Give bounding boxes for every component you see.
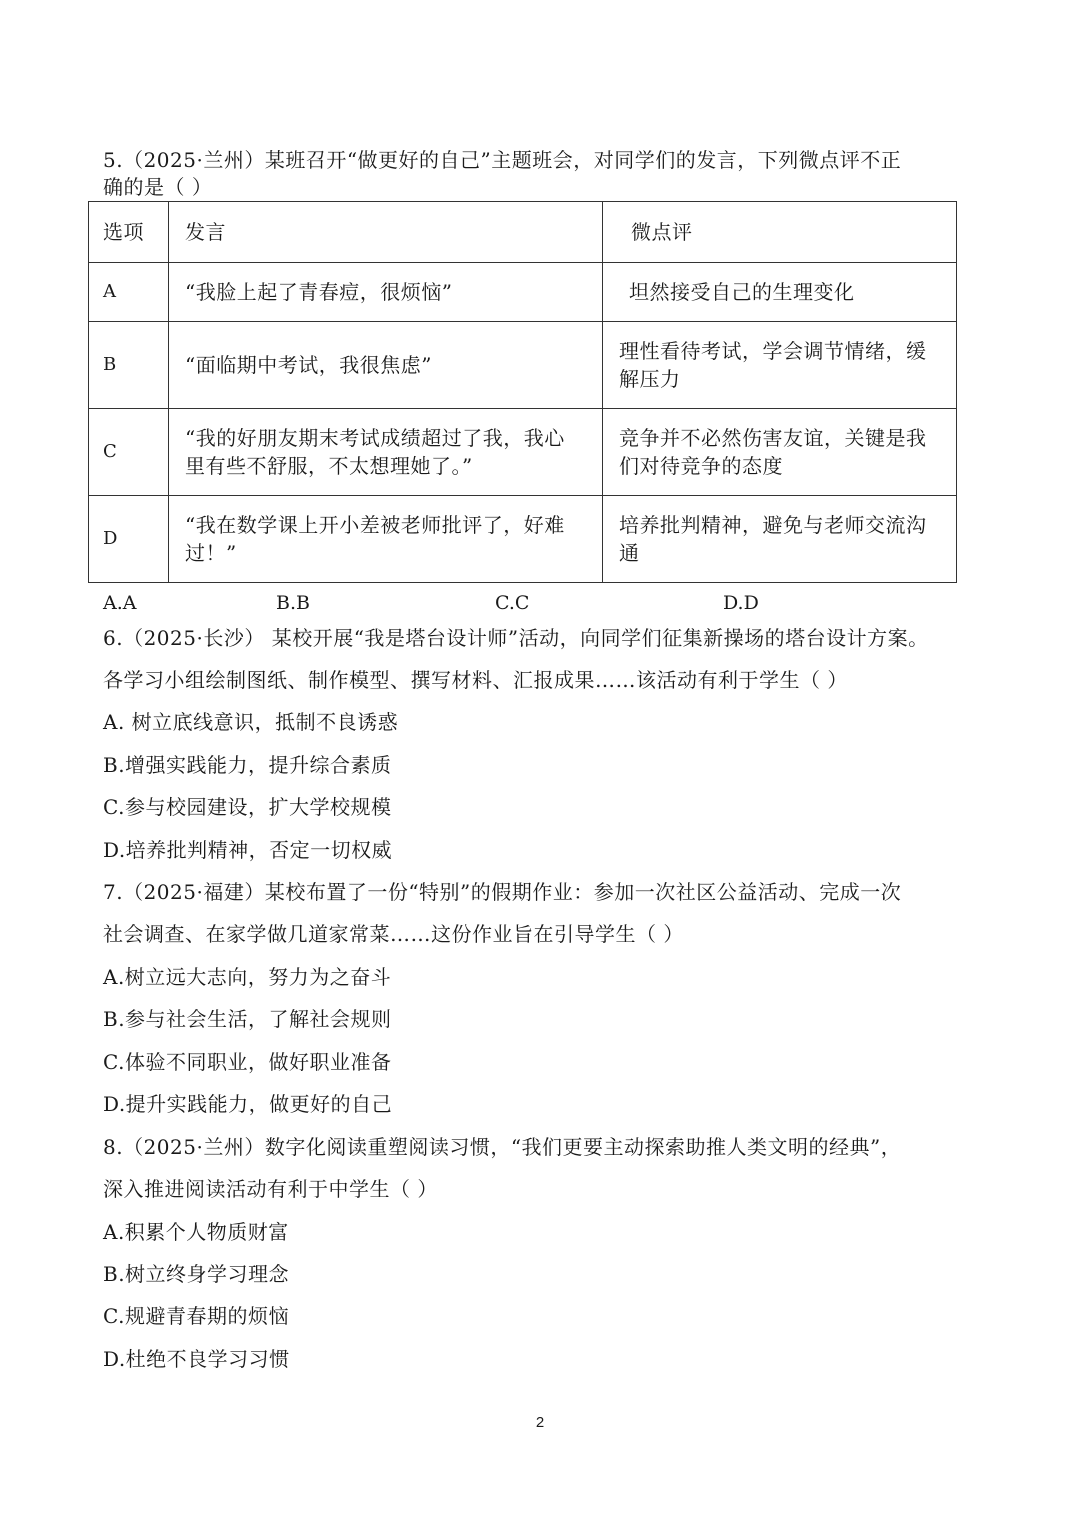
- q6-option-c: C.参与校园建设，扩大学校规模: [103, 795, 392, 819]
- header-option: 选项: [89, 202, 169, 263]
- q8-stem-line1: 8.（2025·兰州）数字化阅读重塑阅读习惯，“我们更要主动探索助推人类文明的经典”，: [103, 1135, 902, 1159]
- q6-stem-line1: 6.（2025·长沙） 某校开展“我是塔台设计师”活动，向同学们征集新操场的塔台设计方案。: [103, 626, 929, 650]
- header-comment: 微点评: [603, 202, 957, 263]
- q5-option-d: D.D: [723, 592, 759, 614]
- q7-stem-line2: 社会调查、在家学做几道家常菜……这份作业旨在引导学生（ ）: [103, 922, 684, 946]
- row-speech: “我脸上起了青春痘，很烦恼”: [169, 263, 603, 322]
- q6-option-b: B.增强实践能力，提升综合素质: [103, 753, 392, 777]
- q7-option-a: A.树立远大志向，努力为之奋斗: [103, 965, 392, 989]
- table-header-row: [89, 202, 957, 263]
- row-comment: 坦然接受自己的生理变化: [603, 263, 957, 322]
- q8-option-d: D.杜绝不良学习习惯: [103, 1347, 290, 1371]
- row-comment: 培养批判精神，避免与老师交流沟 通: [603, 496, 957, 583]
- q7-option-b: B.参与社会生活，了解社会规则: [103, 1007, 392, 1031]
- q5-table: [88, 201, 957, 583]
- q8-option-c: C.规避青春期的烦恼: [103, 1304, 289, 1328]
- q5-option-c: C.C: [495, 592, 530, 614]
- q5-option-a: A.A: [103, 592, 137, 614]
- q6-option-a: A. 树立底线意识，抵制不良诱惑: [103, 710, 399, 734]
- q8-option-a: A.积累个人物质财富: [103, 1220, 289, 1244]
- q5-answer-options: [103, 589, 863, 617]
- table-row: [89, 496, 957, 583]
- row-comment: 竞争并不必然伤害友谊，关键是我 们对待竞争的态度: [603, 409, 957, 496]
- row-speech: “面临期中考试，我很焦虑”: [169, 322, 603, 409]
- table-row: [89, 263, 957, 322]
- q5-stem-line1: 5.（2025·兰州）某班召开“做更好的自己”主题班会，对同学们的发言，下列微点评不正: [103, 148, 902, 172]
- table-row: [89, 322, 957, 409]
- row-option: D: [89, 496, 169, 583]
- row-option: C: [89, 409, 169, 496]
- q8-stem-line2: 深入推进阅读活动有利于中学生（ ）: [103, 1177, 438, 1201]
- q6-option-d: D.培养批判精神，否定一切权威: [103, 838, 393, 862]
- q7-stem-line1: 7.（2025·福建）某校布置了一份“特别”的假期作业：参加一次社区公益活动、完成一次: [103, 880, 902, 904]
- header-speech: 发言: [169, 202, 603, 263]
- q5-option-b: B.B: [276, 592, 310, 614]
- row-speech: “我的好朋友期末考试成绩超过了我，我心 里有些不舒服，不太想理她了。”: [169, 409, 603, 496]
- row-option: A: [89, 263, 169, 322]
- page-number: 2: [535, 1414, 545, 1431]
- row-comment: 理性看待考试，学会调节情绪，缓 解压力: [603, 322, 957, 409]
- q7-option-c: C.体验不同职业，做好职业准备: [103, 1050, 392, 1074]
- q6-stem-line2: 各学习小组绘制图纸、制作模型、撰写材料、汇报成果……该活动有利于学生（ ）: [103, 668, 848, 692]
- q8-option-b: B.树立终身学习理念: [103, 1262, 290, 1286]
- table-row: [89, 409, 957, 496]
- row-speech: “我在数学课上开小差被老师批评了，好难 过！”: [169, 496, 603, 583]
- row-option: B: [89, 322, 169, 409]
- q5-stem-line2: 确的是（ ）: [103, 175, 213, 199]
- q7-option-d: D.提升实践能力，做更好的自己: [103, 1092, 393, 1116]
